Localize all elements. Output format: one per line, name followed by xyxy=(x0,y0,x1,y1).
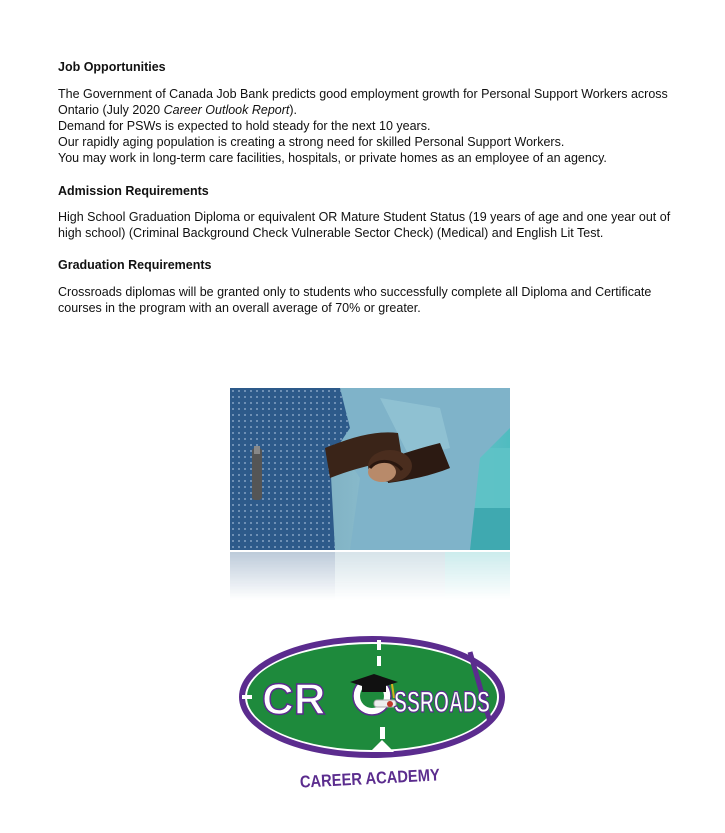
text-fragment: Ontario (July 2020 xyxy=(58,103,164,117)
admission-requirements-text xyxy=(58,209,671,241)
text-line: You may work in long-term care facilities, hospitals, or private homes as an employee of an agency. xyxy=(58,151,607,165)
caregiver-illustration xyxy=(230,388,510,550)
text-line xyxy=(58,102,658,118)
reflection-shape xyxy=(230,552,510,600)
text-line: The Government of Canada Job Bank predicts good employment growth for Personal Support Workers across xyxy=(58,87,668,101)
crossroads-logo xyxy=(222,632,522,802)
photo-reflection xyxy=(230,552,510,600)
job-opportunities-heading: Job Opportunities xyxy=(58,60,166,74)
graduation-requirements-text xyxy=(58,284,658,316)
text-fragment: ). xyxy=(289,103,298,117)
text-line: Demand for PSWs is expected to hold steady for the next 10 years. xyxy=(58,119,431,133)
report-title: Career Outlook Report xyxy=(163,103,290,117)
logo-graphic xyxy=(222,632,522,802)
text-line: courses in the program with an overall average of 70% or greater. xyxy=(58,301,421,315)
text-line: high school) (Criminal Background Check Vulnerable Sector Check) (Medical) and English Lit Test. xyxy=(58,226,604,240)
logo-word-right: SSROADS xyxy=(394,686,490,719)
logo-word-left: CR xyxy=(262,675,326,724)
job-opportunities-text xyxy=(58,86,668,166)
admission-requirements-heading: Admission Requirements xyxy=(58,184,209,198)
caregiver-photo xyxy=(230,388,510,550)
text-line: Crossroads diplomas will be granted only to students who successfully complete all Diploma and Certificate xyxy=(58,285,652,299)
logo-subtitle: CAREER ACADEMY xyxy=(299,764,463,792)
graduation-requirements-heading: Graduation Requirements xyxy=(58,258,212,272)
text-line: Our rapidly aging population is creating a strong need for skilled Personal Support Workers. xyxy=(58,135,565,149)
text-line: High School Graduation Diploma or equivalent OR Mature Student Status (19 years of age and one year out of xyxy=(58,210,671,224)
